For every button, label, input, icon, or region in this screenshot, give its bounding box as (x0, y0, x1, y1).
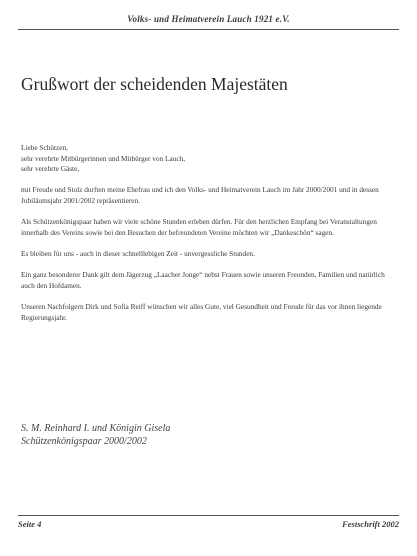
greeting (21, 143, 396, 175)
greeting-line: Liebe Schützen, (21, 143, 69, 152)
page-header: Volks- und Heimatverein Lauch 1921 e.V. (18, 14, 399, 30)
paragraph: Als Schützenkönigspaar haben wir viele schöne Stunden erleben dürfen. Für den herzlichen Empfang bei Veranstaltungen innerhalb des Vereins sowie bei den Besuchen der befreundeten Vereine möchten wir „Dankeschön“ sagen. (21, 217, 377, 237)
page-title: Grußwort der scheidenden Majestäten (21, 74, 288, 94)
signature-block (21, 423, 170, 448)
page-number: Seite 4 (18, 519, 42, 529)
paragraph: mit Freude und Stolz durften meine Ehefrau und ich den Volks- und Heimatverein Lauch im Jahr 2000/2001 und in dessen Jubiläumsjahr 2001/2002 repräsentieren. (21, 185, 379, 205)
greeting-line: sehr verehrte Mitbürgerinnen und Mitbürger von Lauch, (21, 153, 186, 163)
letter-body (21, 143, 396, 323)
page-footer (18, 515, 399, 529)
paragraph: Es bleiben für uns - auch in dieser schnelllebigen Zeit - unvergessliche Stunden. (21, 248, 255, 258)
greeting-line: sehr verehrte Gäste, (21, 164, 80, 174)
publication-name: Festschrift 2002 (342, 519, 399, 529)
signature-role: Schützenkönigspaar 2000/2002 (21, 435, 147, 447)
paragraph: Ein ganz besonderer Dank gilt dem Jägerzug „Laacher Jonge“ nebst Frauen sowie unseren Freunden, Familien und natürlich auch den Hofdamen. (21, 270, 385, 290)
paragraph: Unseren Nachfolgern Dirk und Sofia Reiff wünschen wir alles Gute, viel Gesundheit und Freude für das vor ihnen liegende Regierungsjahr. (21, 301, 382, 322)
signature-names: S. M. Reinhard I. und Königin Gisela (21, 423, 171, 434)
